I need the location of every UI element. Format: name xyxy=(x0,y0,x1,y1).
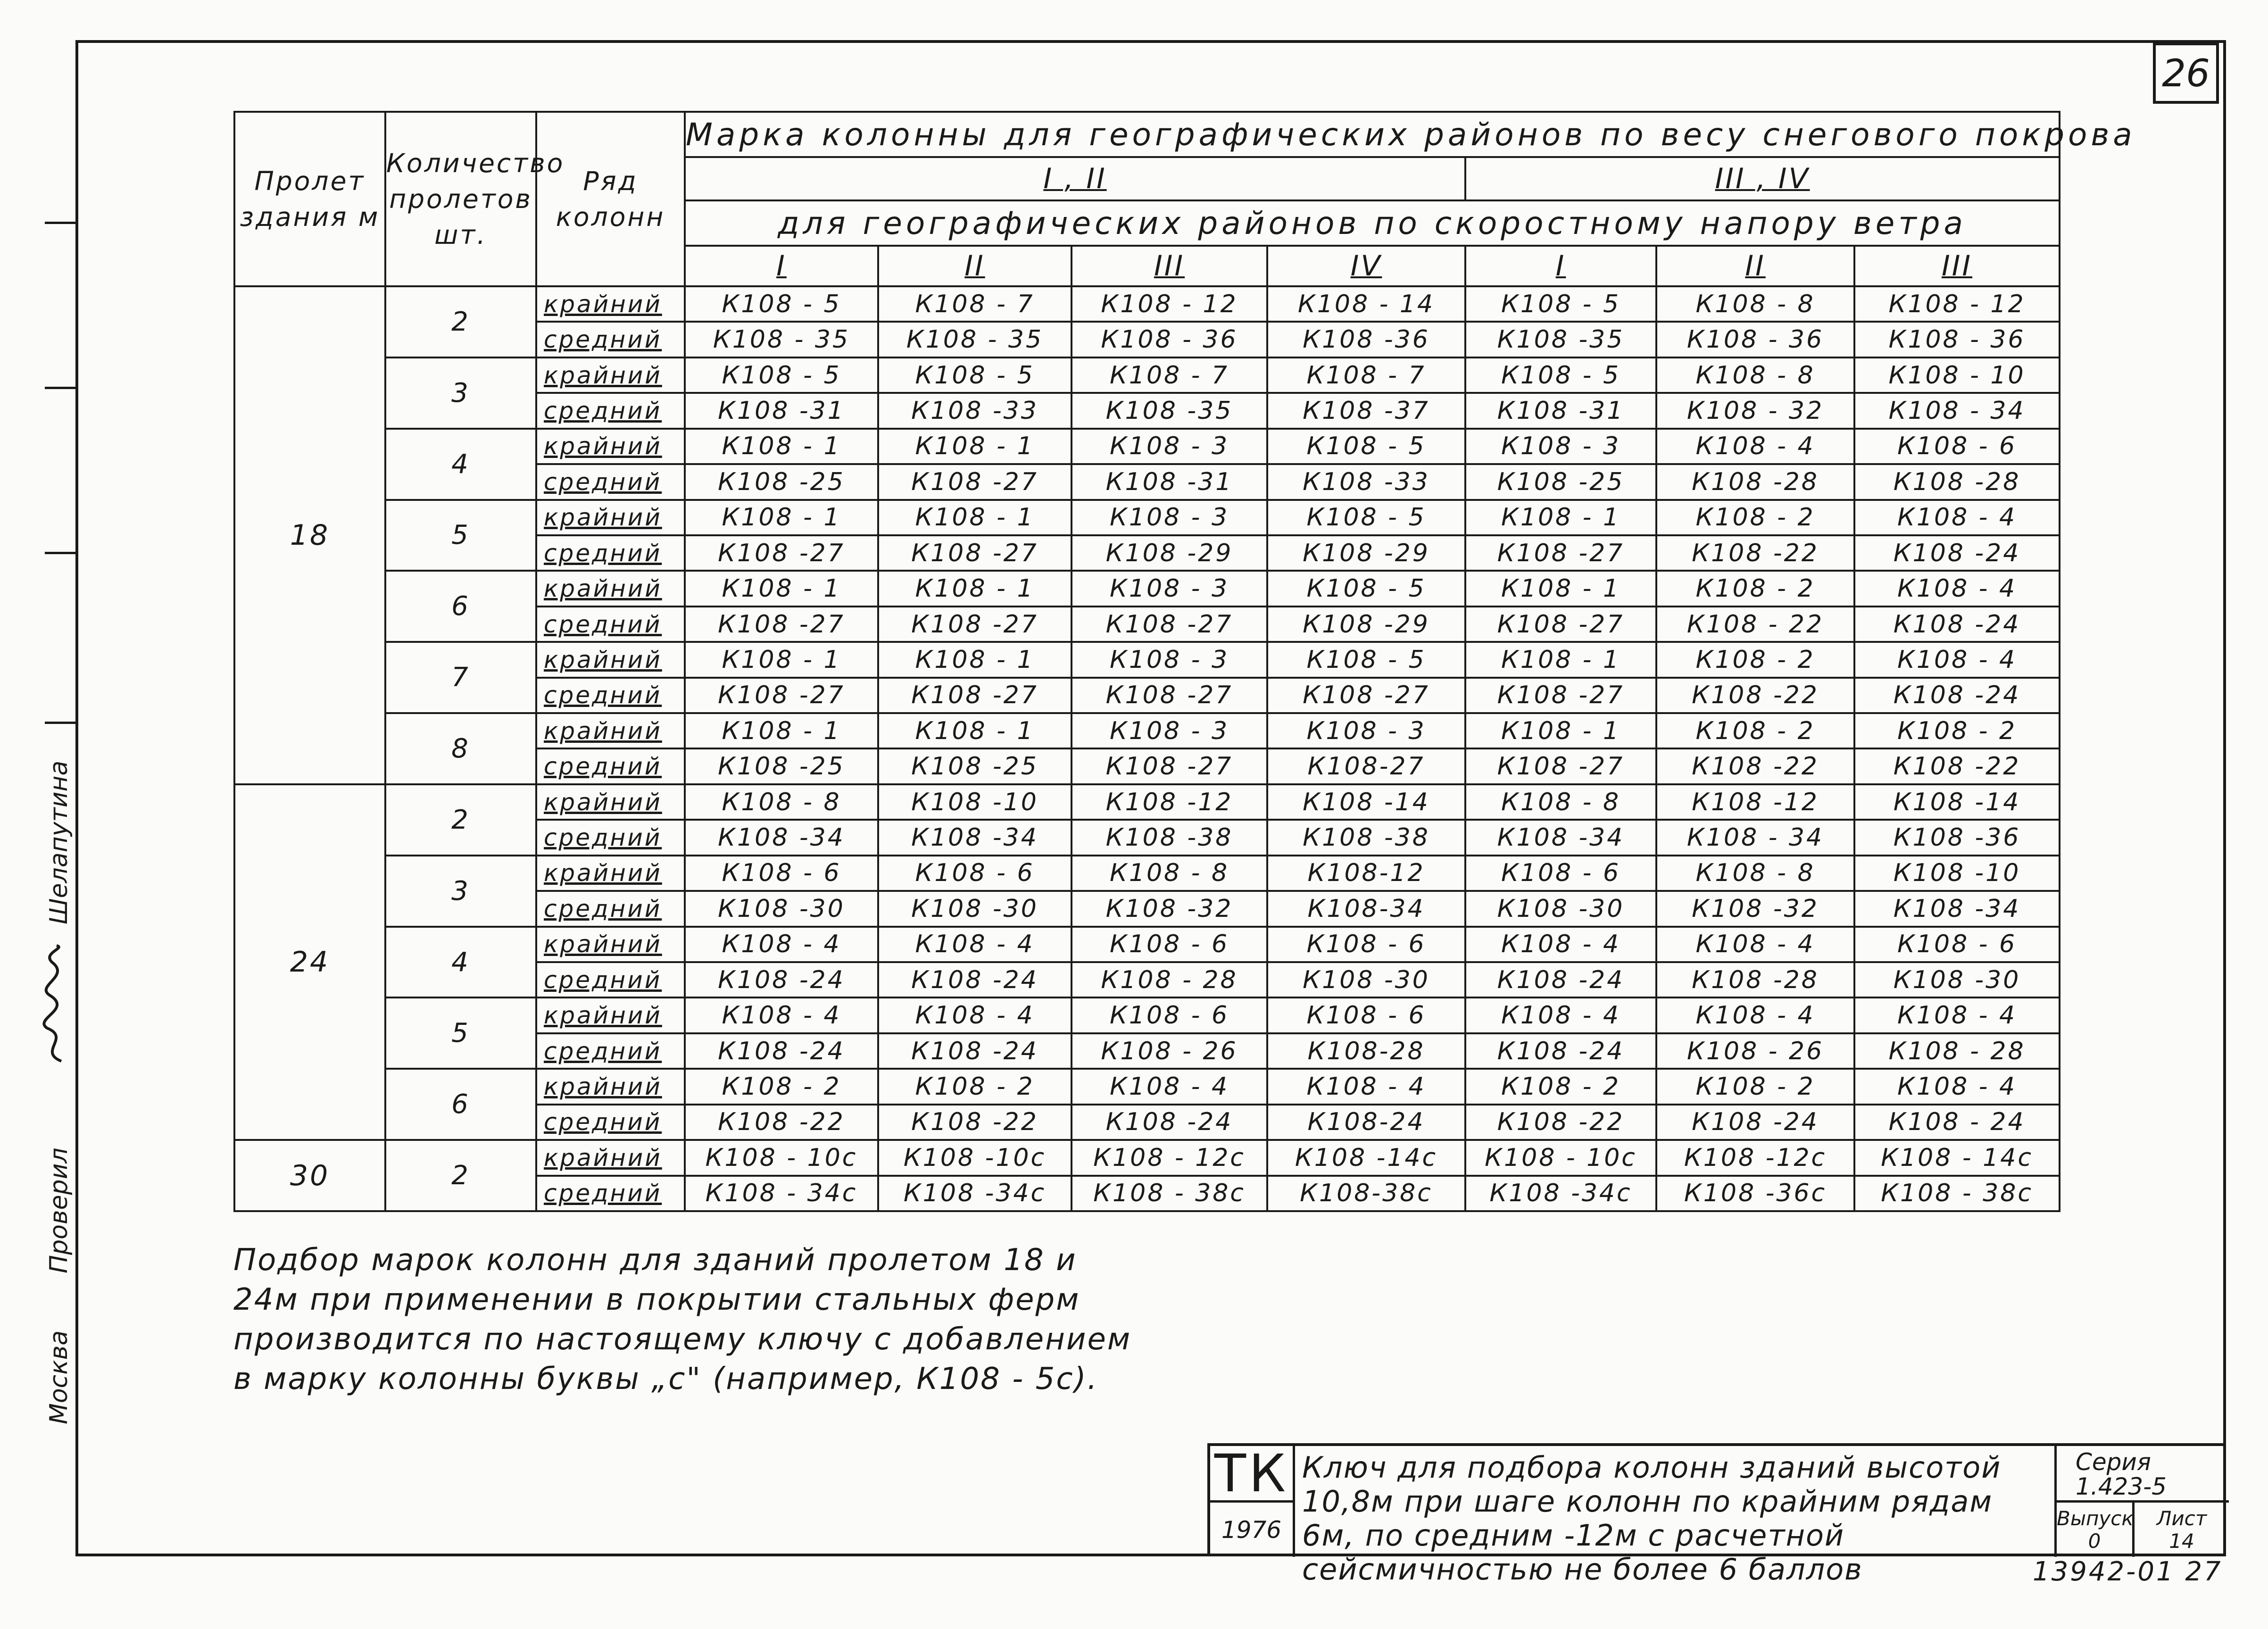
table-row xyxy=(234,1069,2060,1104)
column-mark-cell: К108 - 3 xyxy=(1072,429,1267,464)
column-mark-cell: К108 -10 xyxy=(878,784,1072,820)
column-mark-cell: К108 - 2 xyxy=(1656,571,1854,606)
row-type-cell: средний xyxy=(536,464,685,499)
column-mark-cell: К108 -28 xyxy=(1854,464,2060,499)
column-mark-cell: К108 - 8 xyxy=(1465,784,1656,820)
column-mark-cell: К108 - 10с xyxy=(1465,1140,1656,1175)
column-mark-cell: К108 - 2 xyxy=(1656,1069,1854,1104)
column-mark-cell: К108 -24 xyxy=(685,962,878,997)
count-cell: 4 xyxy=(385,429,536,500)
column-mark-cell: К108 - 5 xyxy=(1267,571,1465,606)
column-mark-cell: К108 -27 xyxy=(878,535,1072,571)
column-mark-cell: К108 -27 xyxy=(1072,607,1267,642)
table-row xyxy=(234,1140,2060,1175)
column-mark-cell: К108 -12с xyxy=(1656,1140,1854,1175)
row-type-cell: крайний xyxy=(536,1069,685,1104)
series-label: Серия xyxy=(2076,1448,2151,1476)
column-mark-cell: К108 - 2 xyxy=(1656,642,1854,677)
column-mark-cell: К108 -27 xyxy=(1072,678,1267,713)
column-mark-cell: К108 - 36 xyxy=(1656,322,1854,357)
footnote: Подбор марок колонн для зданий пролетом 18 и 24м при применении в покрытии стальных ферм производится по настоящему ключу с добавлением в марку колонны буквы „с" (например, К108 - 5с). xyxy=(233,1243,1132,1396)
header-snow-group-1: I , II xyxy=(685,157,1465,200)
column-mark-cell: К108 - 6 xyxy=(685,856,878,891)
count-cell: 8 xyxy=(385,713,536,784)
column-key-table xyxy=(233,111,2136,1212)
row-type-cell: крайний xyxy=(536,571,685,606)
column-mark-cell: К108 - 1 xyxy=(878,713,1072,748)
column-mark-cell: К108-34 xyxy=(1267,891,1465,926)
column-mark-cell: К108 - 4 xyxy=(1465,927,1656,962)
row-type-cell: средний xyxy=(536,1176,685,1211)
page-number: 26 xyxy=(2153,42,2219,104)
series-cell xyxy=(2054,1446,2229,1503)
column-mark-cell: К108 - 6 xyxy=(1465,856,1656,891)
column-mark-cell: К108-24 xyxy=(1267,1105,1465,1140)
row-type-cell: средний xyxy=(536,1033,685,1069)
column-mark-cell: К108 -34с xyxy=(1465,1176,1656,1211)
count-cell: 2 xyxy=(385,286,536,357)
column-mark-cell: К108 -27 xyxy=(1267,678,1465,713)
row-type-cell: крайний xyxy=(536,429,685,464)
column-mark-cell: К108 - 1 xyxy=(685,429,878,464)
row-type-cell: средний xyxy=(536,607,685,642)
span-cell: 30 xyxy=(234,1140,385,1211)
column-mark-cell: К108 - 6 xyxy=(1854,429,2060,464)
column-mark-cell: К108 - 12 xyxy=(1854,286,2060,322)
column-mark-cell: К108 -38 xyxy=(1267,820,1465,855)
column-mark-cell: К108 -22 xyxy=(1656,678,1854,713)
sheet-label: Лист xyxy=(2156,1507,2207,1530)
table-row xyxy=(234,784,2060,820)
column-mark-cell: К108 - 3 xyxy=(1072,642,1267,677)
column-mark-cell: К108 -30 xyxy=(1465,891,1656,926)
column-mark-cell: К108-12 xyxy=(1267,856,1465,891)
column-mark-cell: К108 -27 xyxy=(1465,678,1656,713)
column-mark-cell: К108 -24 xyxy=(1854,678,2060,713)
column-mark-cell: К108 - 14 xyxy=(1267,286,1465,322)
column-mark-cell: К108 - 6 xyxy=(878,856,1072,891)
column-mark-cell: К108 - 2 xyxy=(685,1069,878,1104)
column-mark-cell: К108 - 3 xyxy=(1072,500,1267,535)
column-mark-cell: К108 - 12 xyxy=(1072,286,1267,322)
count-cell: 6 xyxy=(385,571,536,642)
column-mark-cell: К108 - 2 xyxy=(1656,500,1854,535)
column-mark-cell: К108 - 24 xyxy=(1854,1105,2060,1140)
column-mark-cell: К108 -27 xyxy=(685,607,878,642)
header-wind-col: II xyxy=(878,246,1072,286)
column-mark-cell: К108 - 8 xyxy=(1656,357,1854,393)
column-mark-cell: К108 -24 xyxy=(1465,962,1656,997)
column-mark-cell: К108 - 28 xyxy=(1072,962,1267,997)
column-mark-cell: К108 -10 xyxy=(1854,856,2060,891)
column-mark-cell: К108 - 10с xyxy=(685,1140,878,1175)
column-mark-cell: К108 - 2 xyxy=(1854,713,2060,748)
column-mark-cell: К108 -36 xyxy=(1854,820,2060,855)
column-mark-cell: К108 - 1 xyxy=(878,642,1072,677)
column-mark-cell: К108 - 2 xyxy=(878,1069,1072,1104)
column-mark-cell: К108 - 12с xyxy=(1072,1140,1267,1175)
column-mark-cell: К108 -31 xyxy=(685,393,878,428)
column-mark-cell: К108 -12 xyxy=(1656,784,1854,820)
column-mark-cell: К108 - 5 xyxy=(1267,500,1465,535)
row-type-cell: крайний xyxy=(536,286,685,322)
column-mark-cell: К108 -27 xyxy=(1465,748,1656,784)
column-mark-cell: К108 -25 xyxy=(685,748,878,784)
column-mark-cell: К108 -22 xyxy=(1656,748,1854,784)
row-type-cell: средний xyxy=(536,748,685,784)
header-wind-col: IV xyxy=(1267,246,1465,286)
column-mark-cell: К108 -34 xyxy=(1465,820,1656,855)
column-mark-cell: К108 - 35 xyxy=(685,322,878,357)
column-mark-cell: К108 - 1 xyxy=(878,571,1072,606)
row-type-cell: средний xyxy=(536,891,685,926)
row-type-cell: крайний xyxy=(536,713,685,748)
count-cell: 4 xyxy=(385,927,536,998)
column-mark-cell: К108 - 1 xyxy=(685,571,878,606)
column-mark-cell: К108 - 26 xyxy=(1656,1033,1854,1069)
column-mark-cell: К108 -27 xyxy=(1465,607,1656,642)
column-mark-cell: К108 - 4 xyxy=(1854,500,2060,535)
column-mark-cell: К108 - 2 xyxy=(1465,1069,1656,1104)
drawing-title: Ключ для подбора колонн зданий высотой 10,8м при шаге колонн по крайним рядам 6м, по средним -12м с расчетной сейсмичностью не более 6 баллов xyxy=(1302,1450,2002,1587)
column-mark-cell: К108 - 2 xyxy=(1656,713,1854,748)
row-type-cell: крайний xyxy=(536,642,685,677)
column-mark-cell: К108 - 4 xyxy=(1267,1069,1465,1104)
column-mark-cell: К108 -22 xyxy=(1465,1105,1656,1140)
column-mark-cell: К108 -24 xyxy=(1656,1105,1854,1140)
column-mark-cell: К108 - 3 xyxy=(1465,429,1656,464)
header-wind-col: I xyxy=(685,246,878,286)
table-row xyxy=(234,642,2060,677)
binding-tick xyxy=(45,222,78,224)
column-mark-cell: К108 -31 xyxy=(1072,464,1267,499)
binding-tick xyxy=(45,552,78,554)
column-mark-cell: К108 - 6 xyxy=(1267,927,1465,962)
column-mark-cell: К108 -12 xyxy=(1072,784,1267,820)
span-cell: 24 xyxy=(234,784,385,1140)
row-type-cell: средний xyxy=(536,535,685,571)
document-code: 13942-01 27 xyxy=(2033,1556,2223,1587)
row-type-cell: крайний xyxy=(536,357,685,393)
column-mark-cell: К108 - 4 xyxy=(1465,997,1656,1033)
column-mark-cell: К108 -24 xyxy=(685,1033,878,1069)
column-mark-cell: К108 - 5 xyxy=(685,357,878,393)
column-mark-cell: К108 -27 xyxy=(878,464,1072,499)
column-mark-cell: К108 -24 xyxy=(1854,535,2060,571)
column-mark-cell: К108 - 36 xyxy=(1072,322,1267,357)
count-cell: 6 xyxy=(385,1069,536,1140)
column-mark-cell: К108 - 5 xyxy=(1267,642,1465,677)
column-mark-cell: К108 -27 xyxy=(878,607,1072,642)
column-mark-cell: К108 - 14с xyxy=(1854,1140,2060,1175)
table-row xyxy=(234,856,2060,891)
header-mark-title: Марка колонны для географических районов по весу снегового покрова xyxy=(685,112,2060,157)
count-cell: 2 xyxy=(385,784,536,856)
column-mark-cell: К108 - 4 xyxy=(1854,997,2060,1033)
column-mark-cell: К108 -32 xyxy=(1656,891,1854,926)
column-mark-cell: К108 - 8 xyxy=(1072,856,1267,891)
column-mark-cell: К108 - 38с xyxy=(1072,1176,1267,1211)
year: 1976 xyxy=(1210,1503,1295,1557)
column-mark-cell: К108 - 22 xyxy=(1656,607,1854,642)
column-mark-cell: К108 - 5 xyxy=(1465,357,1656,393)
column-mark-cell: К108 - 4 xyxy=(685,997,878,1033)
row-type-cell: крайний xyxy=(536,997,685,1033)
column-mark-cell: К108 - 8 xyxy=(1656,856,1854,891)
table-row xyxy=(234,713,2060,748)
binding-tick xyxy=(45,722,78,724)
column-mark-cell: К108 - 34 xyxy=(1656,820,1854,855)
column-mark-cell: К108 -32 xyxy=(1072,891,1267,926)
column-mark-cell: К108 - 1 xyxy=(1465,500,1656,535)
row-type-cell: средний xyxy=(536,1105,685,1140)
column-mark-cell: К108 -24 xyxy=(1854,607,2060,642)
column-mark-cell: К108 -38 xyxy=(1072,820,1267,855)
column-mark-cell: К108 -22 xyxy=(1656,535,1854,571)
column-mark-cell: К108 -27 xyxy=(685,678,878,713)
column-mark-cell: К108 - 4 xyxy=(685,927,878,962)
column-mark-cell: К108 -34с xyxy=(878,1176,1072,1211)
column-mark-cell: К108 - 6 xyxy=(1267,997,1465,1033)
column-mark-cell: К108 -37 xyxy=(1267,393,1465,428)
issue-cell xyxy=(2054,1503,2135,1557)
header-row: Ряд колонн xyxy=(536,112,685,286)
column-mark-cell: К108 -25 xyxy=(878,748,1072,784)
column-mark-cell: К108 -14с xyxy=(1267,1140,1465,1175)
column-mark-cell: К108 -25 xyxy=(685,464,878,499)
column-mark-cell: К108-28 xyxy=(1267,1033,1465,1069)
row-type-cell: крайний xyxy=(536,784,685,820)
column-mark-cell: К108 -30 xyxy=(685,891,878,926)
column-mark-cell: К108 -24 xyxy=(1072,1105,1267,1140)
column-mark-cell: К108 - 1 xyxy=(878,429,1072,464)
row-type-cell: средний xyxy=(536,962,685,997)
column-mark-cell: К108 - 3 xyxy=(1267,713,1465,748)
span-cell: 18 xyxy=(234,286,385,784)
column-mark-cell: К108 - 7 xyxy=(878,286,1072,322)
column-mark-cell: К108 -24 xyxy=(878,962,1072,997)
column-mark-cell: К108 - 8 xyxy=(685,784,878,820)
row-type-cell: средний xyxy=(536,678,685,713)
column-mark-cell: К108 - 35 xyxy=(878,322,1072,357)
column-mark-cell: К108-27 xyxy=(1267,748,1465,784)
row-type-cell: средний xyxy=(536,322,685,357)
column-mark-cell: К108 - 5 xyxy=(1465,286,1656,322)
column-mark-cell: К108 - 1 xyxy=(878,500,1072,535)
count-cell: 3 xyxy=(385,357,536,429)
header-snow-group-2: III , IV xyxy=(1465,157,2060,200)
column-mark-cell: К108 - 32 xyxy=(1656,393,1854,428)
header-wind-col: II xyxy=(1656,246,1854,286)
count-cell: 7 xyxy=(385,642,536,713)
table-body xyxy=(234,286,2060,1211)
header-span: Пролет здания м xyxy=(234,112,385,286)
count-cell: 5 xyxy=(385,997,536,1069)
column-mark-cell: К108 - 5 xyxy=(1267,429,1465,464)
column-mark-cell: К108 -24 xyxy=(878,1033,1072,1069)
table-row xyxy=(234,997,2060,1033)
column-mark-cell: К108-38с xyxy=(1267,1176,1465,1211)
column-mark-cell: К108 - 4 xyxy=(1656,927,1854,962)
column-mark-cell: К108 -34 xyxy=(685,820,878,855)
column-mark-cell: К108 - 6 xyxy=(1072,997,1267,1033)
column-mark-cell: К108 - 1 xyxy=(685,713,878,748)
side-label-city: Москва xyxy=(45,1330,73,1424)
column-mark-cell: К108 - 36 xyxy=(1854,322,2060,357)
column-mark-cell: К108 - 4 xyxy=(1854,571,2060,606)
column-mark-cell: К108 -30 xyxy=(878,891,1072,926)
column-mark-cell: К108 - 1 xyxy=(685,500,878,535)
table-row xyxy=(234,500,2060,535)
header-wind-col: III xyxy=(1072,246,1267,286)
side-label-checked: Проверил xyxy=(45,1147,73,1273)
column-mark-cell: К108 - 6 xyxy=(1072,927,1267,962)
count-cell: 3 xyxy=(385,856,536,927)
column-mark-cell: К108 -34 xyxy=(878,820,1072,855)
column-mark-cell: К108 - 1 xyxy=(685,642,878,677)
header-wind-title: для географических районов по скоростному напору ветра xyxy=(685,200,2060,246)
column-mark-cell: К108 - 7 xyxy=(1267,357,1465,393)
column-mark-cell: К108 - 1 xyxy=(1465,642,1656,677)
column-mark-cell: К108 -14 xyxy=(1267,784,1465,820)
row-type-cell: крайний xyxy=(536,856,685,891)
header-wind-col: I xyxy=(1465,246,1656,286)
series-value: 1.423-5 xyxy=(2076,1473,2167,1500)
column-mark-cell: К108 - 7 xyxy=(1072,357,1267,393)
column-mark-cell: К108 -27 xyxy=(1072,748,1267,784)
column-mark-cell: К108 - 4 xyxy=(1656,997,1854,1033)
column-mark-cell: К108 -28 xyxy=(1656,464,1854,499)
column-mark-cell: К108 -29 xyxy=(1072,535,1267,571)
column-mark-cell: К108 - 38с xyxy=(1854,1176,2060,1211)
column-mark-cell: К108 -25 xyxy=(1465,464,1656,499)
column-mark-cell: К108 -14 xyxy=(1854,784,2060,820)
column-mark-cell: К108 -24 xyxy=(1465,1033,1656,1069)
column-mark-cell: К108 -30 xyxy=(1854,962,2060,997)
column-mark-cell: К108 -22 xyxy=(1854,748,2060,784)
column-mark-cell: К108 -27 xyxy=(685,535,878,571)
sheet-cell xyxy=(2135,1503,2229,1557)
column-mark-cell: К108 - 8 xyxy=(1656,286,1854,322)
issue-label: Выпуск xyxy=(2057,1507,2134,1530)
side-label-name: Шелапутина xyxy=(45,760,73,924)
column-mark-cell: К108 -27 xyxy=(1465,535,1656,571)
column-mark-cell: К108 - 6 xyxy=(1854,927,2060,962)
column-mark-cell: К108 -36с xyxy=(1656,1176,1854,1211)
column-mark-cell: К108 - 1 xyxy=(1465,713,1656,748)
column-mark-cell: К108 -35 xyxy=(1072,393,1267,428)
column-mark-cell: К108 - 34 xyxy=(1854,393,2060,428)
row-type-cell: средний xyxy=(536,820,685,855)
column-mark-cell: К108 - 10 xyxy=(1854,357,2060,393)
org-stamp: ТК xyxy=(1210,1446,1295,1503)
column-mark-cell: К108 -36 xyxy=(1267,322,1465,357)
column-mark-cell: К108 - 3 xyxy=(1072,713,1267,748)
table-row xyxy=(234,571,2060,606)
header-count: Количество пролетов шт. xyxy=(385,112,536,286)
row-type-cell: крайний xyxy=(536,500,685,535)
column-mark-cell: К108 -33 xyxy=(878,393,1072,428)
binding-tick xyxy=(45,387,78,389)
column-mark-cell: К108 - 26 xyxy=(1072,1033,1267,1069)
column-mark-cell: К108 - 5 xyxy=(878,357,1072,393)
column-mark-cell: К108 - 4 xyxy=(1854,642,2060,677)
signature-icon xyxy=(28,943,80,1066)
column-mark-cell: К108 -33 xyxy=(1267,464,1465,499)
column-mark-cell: К108 -27 xyxy=(878,678,1072,713)
column-mark-cell: К108 - 34с xyxy=(685,1176,878,1211)
column-mark-cell: К108 - 4 xyxy=(1854,1069,2060,1104)
column-mark-cell: К108 -35 xyxy=(1465,322,1656,357)
column-mark-cell: К108 -22 xyxy=(685,1105,878,1140)
column-mark-cell: К108 - 1 xyxy=(1465,571,1656,606)
column-mark-cell: К108 -28 xyxy=(1656,962,1854,997)
column-mark-cell: К108 - 28 xyxy=(1854,1033,2060,1069)
table-row xyxy=(234,357,2060,393)
column-mark-cell: К108 -22 xyxy=(878,1105,1072,1140)
table-row xyxy=(234,927,2060,962)
table-row xyxy=(234,286,2060,322)
count-cell: 5 xyxy=(385,500,536,571)
row-type-cell: крайний xyxy=(536,927,685,962)
count-cell: 2 xyxy=(385,1140,536,1211)
column-mark-cell: К108 -29 xyxy=(1267,607,1465,642)
row-type-cell: крайний xyxy=(536,1140,685,1175)
table-row xyxy=(234,429,2060,464)
column-mark-cell: К108 -31 xyxy=(1465,393,1656,428)
column-mark-cell: К108 - 4 xyxy=(878,997,1072,1033)
column-mark-cell: К108 -29 xyxy=(1267,535,1465,571)
header-wind-col: III xyxy=(1854,246,2060,286)
column-mark-cell: К108 - 4 xyxy=(1072,1069,1267,1104)
column-mark-cell: К108 - 3 xyxy=(1072,571,1267,606)
row-type-cell: средний xyxy=(536,393,685,428)
column-mark-cell: К108 -30 xyxy=(1267,962,1465,997)
column-mark-cell: К108 -34 xyxy=(1854,891,2060,926)
issue-value: 0 xyxy=(2088,1529,2101,1553)
column-mark-cell: К108 - 5 xyxy=(685,286,878,322)
column-mark-cell: К108 -10с xyxy=(878,1140,1072,1175)
column-mark-cell: К108 - 4 xyxy=(1656,429,1854,464)
sheet-value: 14 xyxy=(2169,1529,2194,1553)
column-mark-cell: К108 - 4 xyxy=(878,927,1072,962)
